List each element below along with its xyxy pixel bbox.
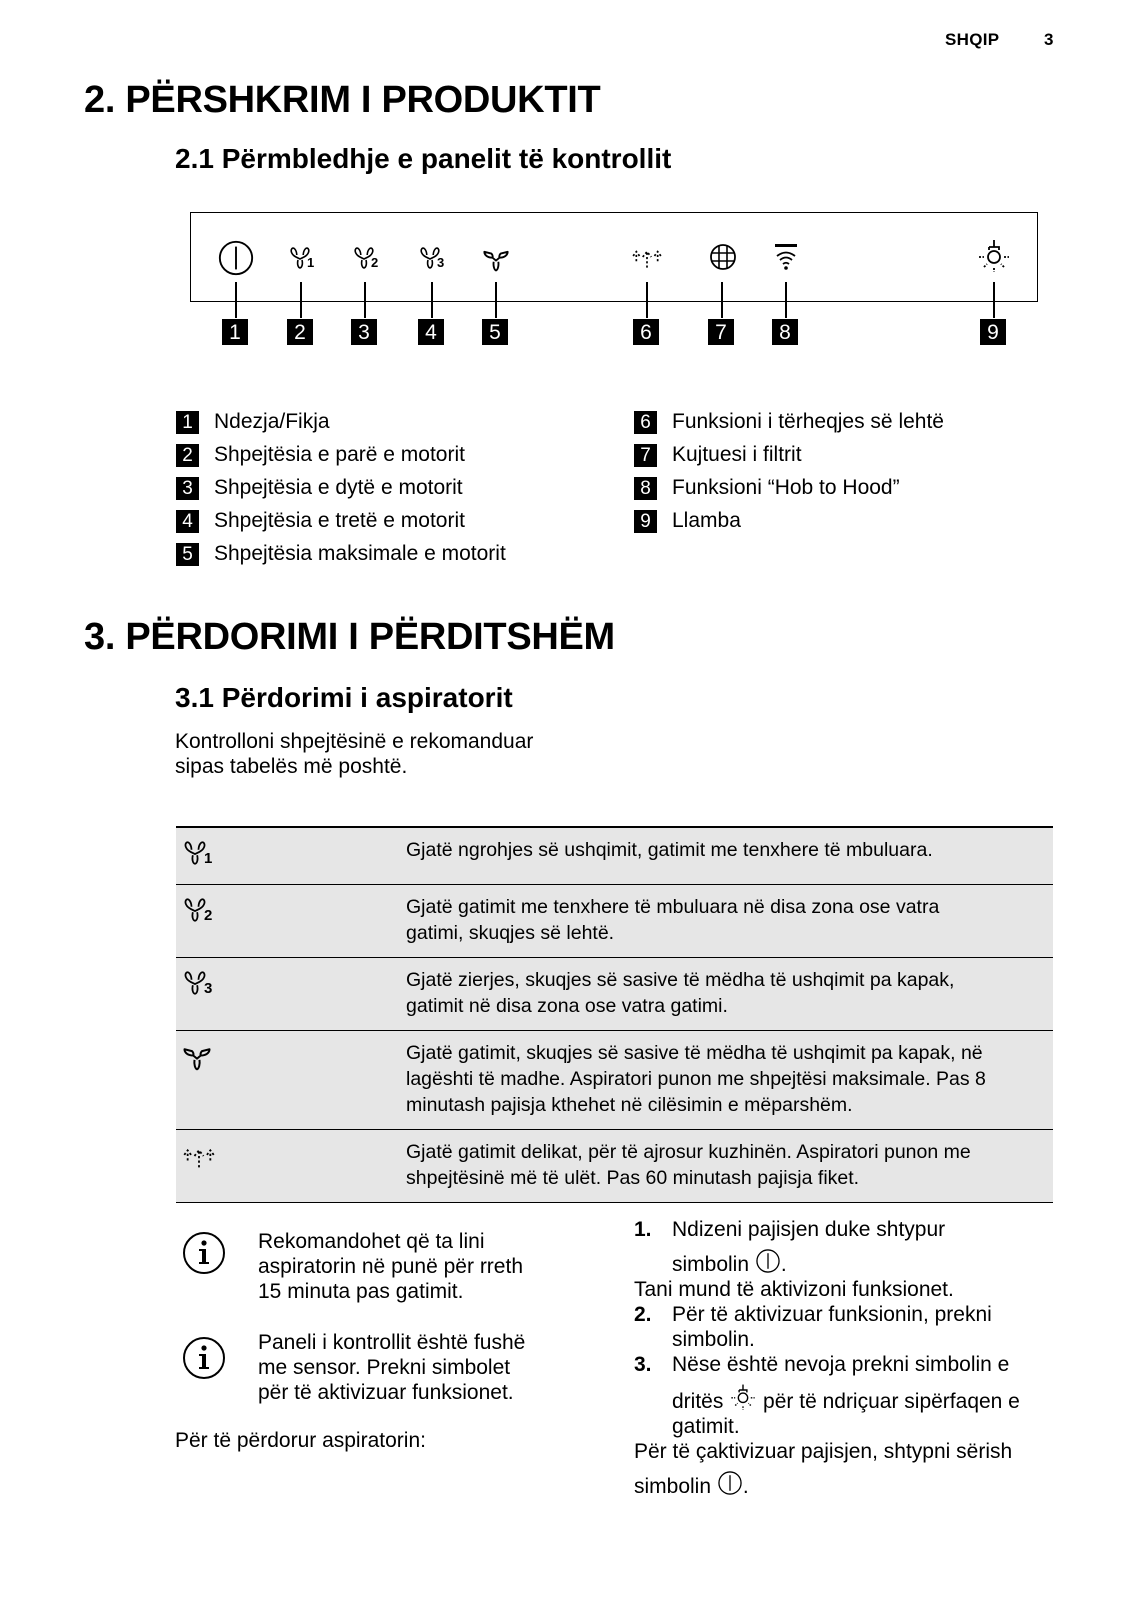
- legend-label: Funksioni i tërheqjes së lehtë: [672, 410, 944, 433]
- speed-table: [176, 826, 1053, 1203]
- table-description: Gjatë gatimit, skuqjes së sasive të mëdha të ushqimit pa kapak, në lagështi të madhe. Aspiratori punon me shpejtësi maksimale. Pas 8 minutash pajisja kthehet në cilësimin e mëparshëm.: [402, 1031, 1053, 1130]
- fan-speed-2-icon: 2: [352, 246, 388, 274]
- legend-label: Shpejtësia e tretë e motorit: [214, 509, 465, 532]
- intro-paragraph: Kontrolloni shpejtësinë e rekomanduar sipas tabelës më poshtë.: [175, 730, 534, 778]
- info-note-2: Paneli i kontrollit është fushë me sensor. Prekni simbolet për të aktivizuar funksionet.: [258, 1331, 526, 1404]
- callout-9: 9: [980, 319, 1006, 345]
- legend-label: Kujtuesi i filtrit: [672, 443, 802, 466]
- table-description: Gjatë gatimit me tenxhere të mbuluara në disa zona ose vatra gatimi, skuqjes së lehtë.: [402, 885, 1053, 958]
- legend-number: 1: [176, 411, 199, 434]
- legend-item: [176, 440, 465, 470]
- legend-number: 3: [176, 477, 199, 500]
- legend-label: Funksioni “Hob to Hood”: [672, 476, 900, 499]
- legend-item: [176, 407, 330, 437]
- table-row: [176, 958, 1053, 1031]
- fan-speed-3-icon: 3: [182, 970, 218, 998]
- section-3-title: 3. PËRDORIMI I PËRDITSHËM: [84, 616, 615, 658]
- legend-item: [634, 440, 802, 470]
- header-language: SHQIP: [945, 30, 1000, 49]
- table-description: Gjatë zierjes, skuqjes së sasive të mëdha të ushqimit pa kapak, gatimit në disa zona ose vatra gatimi.: [402, 958, 1053, 1031]
- section-2-1-title: 2.1 Përmbledhje e panelit të kontrollit: [175, 143, 672, 174]
- legend-item: [634, 407, 944, 437]
- callout-3: 3: [351, 319, 377, 345]
- legend-number: 6: [634, 411, 657, 434]
- legend-number: 4: [176, 510, 199, 533]
- table-description: Gjatë ngrohjes së ushqimit, gatimit me tenxhere të mbuluara.: [402, 827, 1053, 885]
- legend-number: 9: [634, 510, 657, 533]
- callout-6: 6: [633, 319, 659, 345]
- legend-item: [176, 539, 506, 569]
- table-icon-cell: [176, 1130, 402, 1203]
- section-2-title: 2. PËRSHKRIM I PRODUKTIT: [84, 79, 601, 121]
- legend-number: 2: [176, 444, 199, 467]
- info-icon: [182, 1231, 226, 1275]
- lamp-icon: [729, 1383, 757, 1411]
- table-row: [176, 1130, 1053, 1203]
- info-note-1: Rekomandohet që ta lini aspiratorin në punë për rreth 15 minuta pas gatimit.: [258, 1230, 523, 1303]
- power-icon: [755, 1248, 781, 1274]
- fan-speed-2-icon: 2: [182, 897, 218, 925]
- step-1-result: Tani mund të aktivizoni funksionet.: [634, 1278, 954, 1301]
- table-icon-cell: [176, 1031, 402, 1130]
- legend-item: [634, 473, 900, 503]
- legend-label: Shpejtësia e dytë e motorit: [214, 476, 463, 499]
- legend-label: Ndezja/Fikja: [214, 410, 330, 433]
- legend-label: Shpejtësia e parë e motorit: [214, 443, 465, 466]
- table-icon-cell: [176, 827, 402, 885]
- step-3: 3. Nëse është nevoja prekni simbolin e: [634, 1353, 1010, 1376]
- table-icon-cell: [176, 958, 402, 1031]
- deactivate-instruction: Për të çaktivizuar pajisjen, shtypni sërish: [634, 1440, 1013, 1463]
- legend-number: 5: [176, 543, 199, 566]
- table-icon-cell: [176, 885, 402, 958]
- callout-5: 5: [482, 319, 508, 345]
- section-3-1-title: 3.1 Përdorimi i aspiratorit: [175, 682, 513, 713]
- callout-1: 1: [222, 319, 248, 345]
- legend-item: [634, 506, 741, 536]
- legend-label: Shpejtësia maksimale e motorit: [214, 542, 506, 565]
- legend-item: [176, 506, 465, 536]
- callout-8: 8: [772, 319, 798, 345]
- page-number: 3: [1044, 30, 1054, 49]
- step-1: 1. Ndizeni pajisjen duke shtypur: [634, 1218, 946, 1241]
- legend-label: Llamba: [672, 509, 741, 532]
- fan-max-icon: [182, 1043, 212, 1073]
- legend-number: 8: [634, 477, 657, 500]
- legend: [0, 0, 1128, 580]
- usage-intro: Për të përdorur aspiratorin:: [175, 1429, 426, 1452]
- table-row: [176, 1031, 1053, 1130]
- callout-7: 7: [708, 319, 734, 345]
- fan-speed-1-icon: 1: [288, 246, 324, 274]
- usage-steps: 1. Ndizeni pajisjen duke shtypur simbolin . Tani mund të aktivizoni funksionet. 2. Për të aktivizuar funksionin, prekni simbolin. 3. Nëse është nevoja prekni simbolin e dritës për të ndriçuar sipërfaqen e gatimit. Për të çaktivizuar pajisjen, shtypni sërish simbolin .: [634, 1217, 1074, 1499]
- table-row: [176, 885, 1053, 958]
- callout-2: 2: [287, 319, 313, 345]
- legend-number: 7: [634, 444, 657, 467]
- step-2: 2. Për të aktivizuar funksionin, prekni: [634, 1303, 992, 1326]
- table-row: [176, 827, 1053, 885]
- fan-speed-3-icon: 3: [418, 246, 454, 274]
- callout-4: 4: [418, 319, 444, 345]
- table-description: Gjatë gatimit delikat, për të ajrosur kuzhinën. Aspiratori punon me shpejtësinë më të ulët. Pas 60 minutash pajisja fiket.: [402, 1130, 1053, 1203]
- fan-speed-1-icon: 1: [182, 840, 218, 868]
- info-icon: [182, 1336, 226, 1380]
- breeze-icon: [182, 1142, 216, 1170]
- power-icon: [717, 1470, 743, 1496]
- legend-item: [176, 473, 463, 503]
